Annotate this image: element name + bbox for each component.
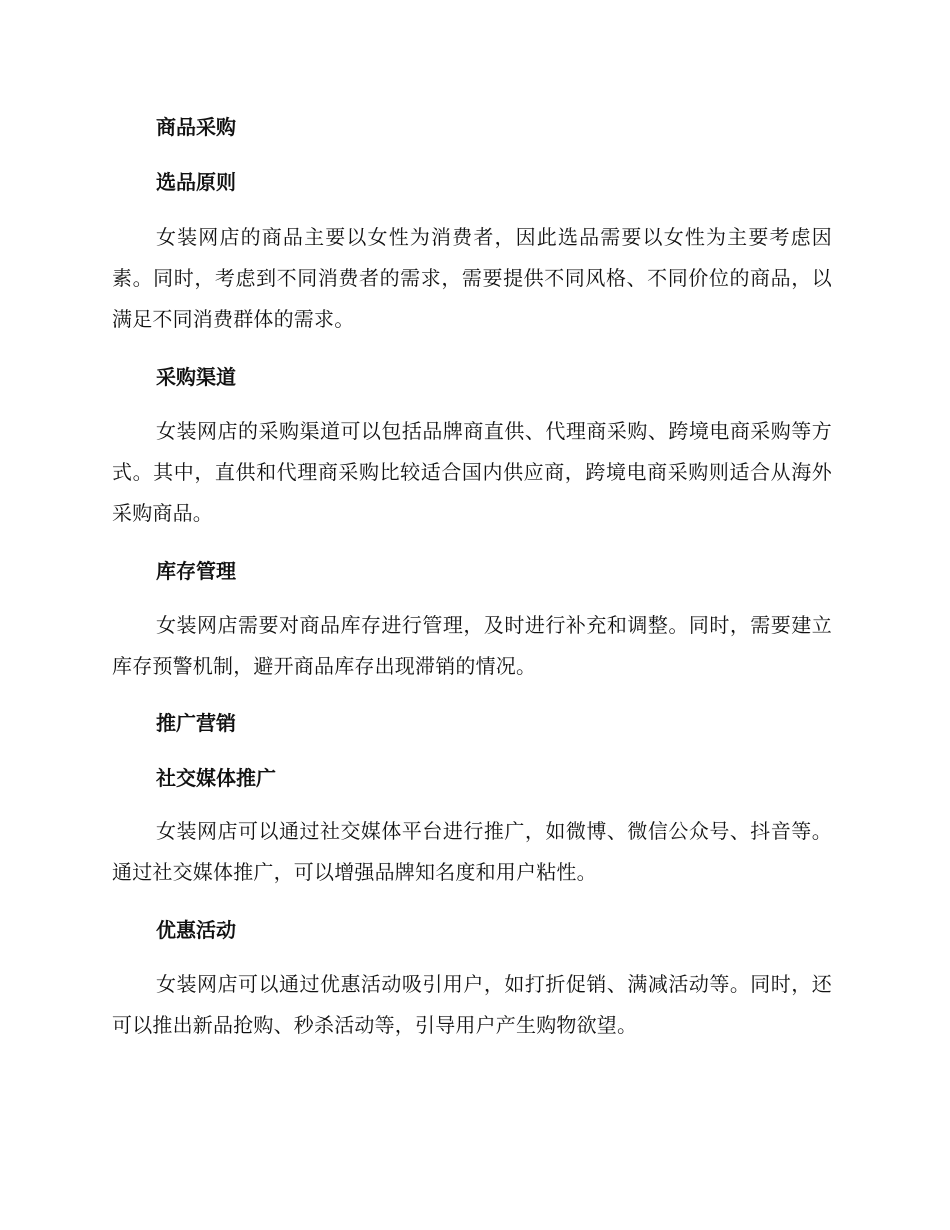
heading: 优惠活动 <box>156 918 236 942</box>
subheading-selection-principles <box>112 169 832 195</box>
paragraph-inventory-management <box>112 605 832 687</box>
heading: 社交媒体推广 <box>156 766 276 790</box>
heading: 库存管理 <box>156 559 236 583</box>
heading: 选品原则 <box>156 170 236 194</box>
section-heading-promotion <box>112 710 832 736</box>
paragraph-social-media <box>112 811 832 893</box>
subheading-promotions <box>112 917 832 943</box>
paragraph-promotions <box>112 964 832 1046</box>
subheading-procurement-channels <box>112 364 832 390</box>
section-heading-procurement <box>112 114 832 140</box>
heading: 商品采购 <box>156 115 236 139</box>
paragraph: 女装网店可以通过优惠活动吸引用户，如打折促销、满减活动等。同时，还可以推出新品抢购、秒杀活动等，引导用户产生购物欲望。 <box>112 972 832 1037</box>
paragraph-selection-principles <box>112 217 832 340</box>
heading: 推广营销 <box>156 711 236 735</box>
heading: 采购渠道 <box>156 365 236 389</box>
subheading-social-media <box>112 765 832 791</box>
subheading-inventory-management <box>112 558 832 584</box>
paragraph: 女装网店的商品主要以女性为消费者，因此选品需要以女性为主要考虑因素。同时，考虑到不同消费者的需求，需要提供不同风格、不同价位的商品，以满足不同消费群体的需求。 <box>112 225 832 331</box>
paragraph: 女装网店的采购渠道可以包括品牌商直供、代理商采购、跨境电商采购等方式。其中，直供和代理商采购比较适合国内供应商，跨境电商采购则适合从海外采购商品。 <box>112 419 832 525</box>
paragraph-procurement-channels <box>112 411 832 534</box>
paragraph: 女装网店需要对商品库存进行管理，及时进行补充和调整。同时，需要建立库存预警机制，避开商品库存出现滞销的情况。 <box>112 613 832 678</box>
paragraph: 女装网店可以通过社交媒体平台进行推广，如微博、微信公众号、抖音等。通过社交媒体推广，可以增强品牌知名度和用户粘性。 <box>112 819 832 884</box>
